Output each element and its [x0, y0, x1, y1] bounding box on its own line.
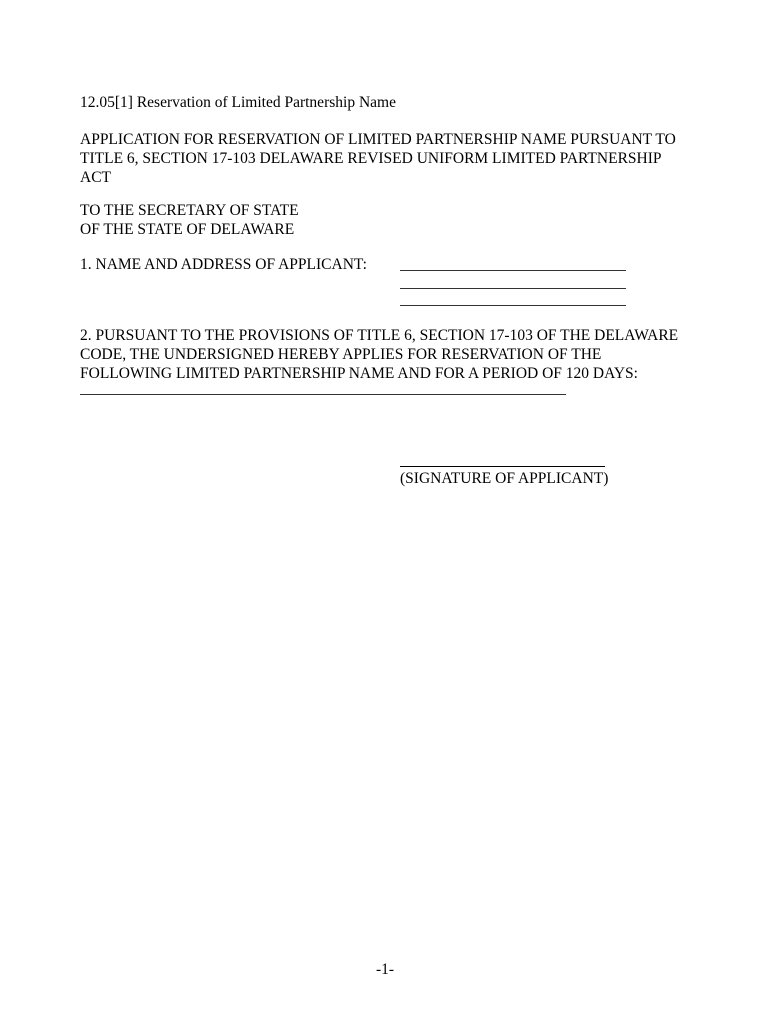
signature-label: (SIGNATURE OF APPLICANT): [400, 470, 609, 487]
addressee-line: TO THE SECRETARY OF STATE: [80, 202, 299, 219]
page-number: -1-: [375, 961, 395, 978]
reservation-text-line: FOLLOWING LIMITED PARTNERSHIP NAME AND FOR A PERIOD OF 120 DAYS:: [80, 365, 638, 382]
application-title-line: ACT: [80, 169, 111, 186]
section-heading: [80, 93, 690, 112]
application-title-line: APPLICATION FOR RESERVATION OF LIMITED PARTNERSHIP NAME PURSUANT TO: [80, 131, 676, 148]
partnership-name-field[interactable]: [80, 394, 566, 395]
applicant-address-field-1[interactable]: [400, 288, 626, 289]
application-title: [80, 130, 690, 187]
addressee-line: OF THE STATE OF DELAWARE: [80, 221, 295, 238]
applicant-address-field-2[interactable]: [400, 305, 626, 306]
application-title-line: TITLE 6, SECTION 17-103 DELAWARE REVISED UNIFORM LIMITED PARTNERSHIP: [80, 150, 662, 167]
reservation-text-line: CODE, THE UNDERSIGNED HEREBY APPLIES FOR RESERVATION OF THE: [80, 346, 602, 363]
reservation-text-line: 2. PURSUANT TO THE PROVISIONS OF TITLE 6, SECTION 17-103 OF THE DELAWARE: [80, 327, 679, 344]
item-2-reservation: [80, 326, 690, 383]
item-1-applicant: [80, 255, 690, 274]
addressee: [80, 201, 690, 239]
signature-field[interactable]: [400, 466, 605, 467]
applicant-name-field[interactable]: [400, 270, 626, 271]
applicant-label: 1. NAME AND ADDRESS OF APPLICANT:: [80, 256, 367, 273]
section-heading-text: 12.05[1] Reservation of Limited Partnership Name: [80, 94, 396, 111]
